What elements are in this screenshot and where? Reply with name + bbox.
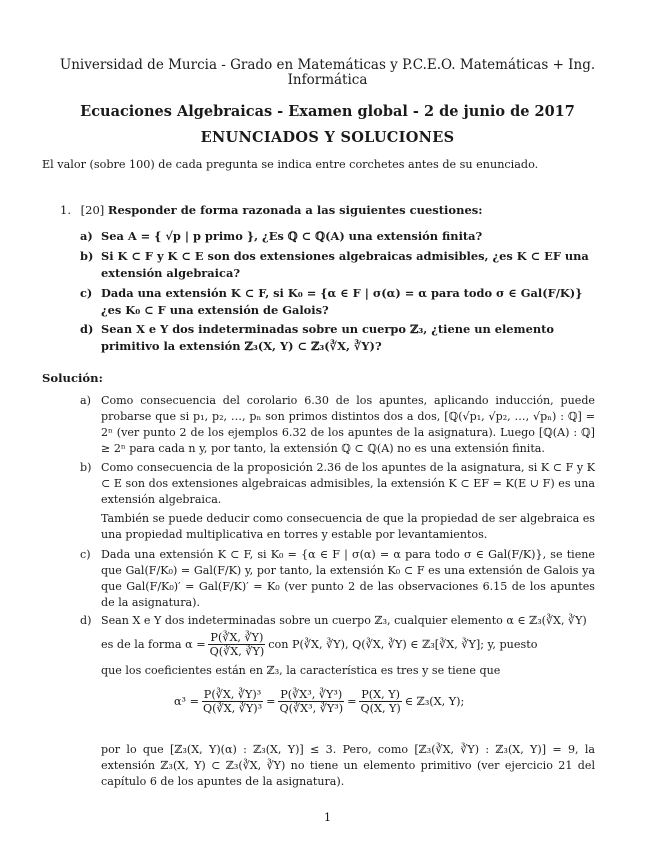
fraction-denominator: Q(X, Y) <box>360 702 401 715</box>
item-label: a) <box>80 229 93 243</box>
closing-text: por lo que [ℤ₃(X, Y)(α) : ℤ₃(X, Y)] ≤ 3. Pero, como [ℤ₃(∛X, ∛Y) : ℤ₃(X, Y)] = 9, la extensión ℤ₃(X, Y) ⊂ ℤ₃(∛X, ∛Y) no tiene un elemento primitivo (ver ejercicio 21 del capítulo 6 de los apuntes de la asignatura). <box>101 743 595 788</box>
equals-sign: = <box>347 695 357 708</box>
question-number: 1. <box>60 203 71 217</box>
item-label: c) <box>80 286 93 300</box>
equation-tail: ∈ ℤ₃(X, Y); <box>404 695 465 708</box>
alpha-fraction <box>208 631 267 658</box>
item-label: a) <box>80 394 91 407</box>
equation-fraction-2 <box>277 688 345 715</box>
fraction-numerator: P(∛X, ∛Y) <box>210 631 264 644</box>
solution-d-closing <box>101 742 595 790</box>
item-label: d) <box>80 614 92 627</box>
intro-text: El valor (sobre 100) de cada pregunta se indica entre corchetes antes de su enunciado. <box>42 158 539 171</box>
document-subtitle: ENUNCIADOS Y SOLUCIONES <box>200 129 455 146</box>
item-text: Como consecuencia de la proposición 2.36 de los apuntes de la asignatura, si K ⊂ F y K ⊂ E son dos extensiones algebraicas admisibles, la extensión K ⊂ EF = K(E ∪ F) es una extensión algebraica. <box>101 461 595 506</box>
equation-fraction-1 <box>201 688 264 715</box>
item-text: Dada una extensión K ⊂ F, si K₀ = {α ∈ F | σ(α) = α para todo σ ∈ Gal(F/K)}, se tiene que Gal(F/K₀) = Gal(F/K) y, por tanto, la extensión K₀ ⊂ F es una extensión de Galois ya que Gal(F/K₀)′ = Gal(F/K)′ = K₀ (ver punto 2 de las observaciones 6.15 de los apuntes de la asignatura). <box>101 548 595 609</box>
solution-item-c <box>80 547 595 611</box>
equation-lhs: α³ = <box>174 695 199 708</box>
item-label: c) <box>80 548 91 561</box>
form-prefix: es de la forma α = <box>101 638 206 651</box>
fraction-numerator: P(X, Y) <box>361 688 400 701</box>
fraction-denominator: Q(∛X, ∛Y)³ <box>202 702 263 715</box>
exam-title: Ecuaciones Algebraicas - Examen global - 2 de junio de 2017 <box>80 103 575 120</box>
item-text: Si K ⊂ F y K ⊂ E son dos extensiones algebraicas admisibles, ¿es K ⊂ EF una extensión algebraica? <box>101 249 589 280</box>
solution-item-b <box>80 460 595 543</box>
question-value: [20] <box>80 203 105 217</box>
question-1-header <box>60 203 482 217</box>
item-label: b) <box>80 249 94 263</box>
item-extra-text: También se puede deducir como consecuencia de que la propiedad de ser algebraica es una propiedad multiplicativa en torres y estable por levantamientos. <box>101 512 595 541</box>
question-item-d <box>80 321 592 355</box>
fraction-numerator: P(∛X, ∛Y)³ <box>203 688 262 701</box>
equation-fraction-3 <box>358 688 402 715</box>
solution-d-form-line <box>101 631 537 658</box>
equals-sign: = <box>266 695 276 708</box>
question-item-a <box>80 228 592 245</box>
question-statement: Responder de forma razonada a las siguientes cuestiones: <box>107 203 483 217</box>
item-text: Sea A = { √p | p primo }, ¿Es ℚ ⊂ ℚ(A) una extensión finita? <box>101 229 483 243</box>
alpha-cubed-equation <box>174 688 464 715</box>
question-item-c <box>80 285 592 319</box>
form-suffix: con P(∛X, ∛Y), Q(∛X, ∛Y) ∈ ℤ₃[∛X, ∛Y]; y, puesto <box>268 638 538 651</box>
page-number: 1 <box>323 810 332 824</box>
fraction-denominator: Q(∛X, ∛Y) <box>209 645 265 658</box>
university-header: Universidad de Murcia - Grado en Matemáticas y P.C.E.O. Matemáticas + Ing. Informática <box>59 57 596 88</box>
solution-d-line-3: que los coeficientes están en ℤ₃, la característica es tres y se tiene que <box>101 664 501 677</box>
item-text: Dada una extensión K ⊂ F, si K₀ = {α ∈ F | σ(α) = α para todo σ ∈ Gal(F/K)} ¿es K₀ ⊂ F una extensión de Galois? <box>101 286 583 317</box>
item-text: Como consecuencia del corolario 6.30 de los apuntes, aplicando inducción, puede probarse que si p₁, p₂, …, pₙ son primos distintos dos a dos, [ℚ(√p₁, √p₂, …, √pₙ) : ℚ] = 2ⁿ (ver punto 2 de los ejemplos 6.32 de los apuntes de la asignatura). Luego [ℚ(A) : ℚ] ≥ 2ⁿ para cada n y, por tanto, la extensión ℚ ⊂ ℚ(A) no es una extensión finita. <box>101 394 595 455</box>
solution-item-a <box>80 393 595 457</box>
item-text: Sean X e Y dos indeterminadas sobre un cuerpo ℤ₃, ¿tiene un elemento primitivo la extensión ℤ₃(X, Y) ⊂ ℤ₃(∛X, ∛Y)? <box>101 322 554 353</box>
item-label: d) <box>80 322 94 336</box>
question-item-b <box>80 248 592 282</box>
solution-heading: Solución: <box>42 371 103 385</box>
item-line-1: Sean X e Y dos indeterminadas sobre un cuerpo ℤ₃, cualquier elemento α ∈ ℤ₃(∛X, ∛Y) <box>101 614 587 627</box>
solution-item-d <box>80 613 595 629</box>
item-label: b) <box>80 461 92 474</box>
fraction-numerator: P(∛X³, ∛Y³) <box>280 688 343 701</box>
fraction-denominator: Q(∛X³, ∛Y³) <box>279 702 344 715</box>
